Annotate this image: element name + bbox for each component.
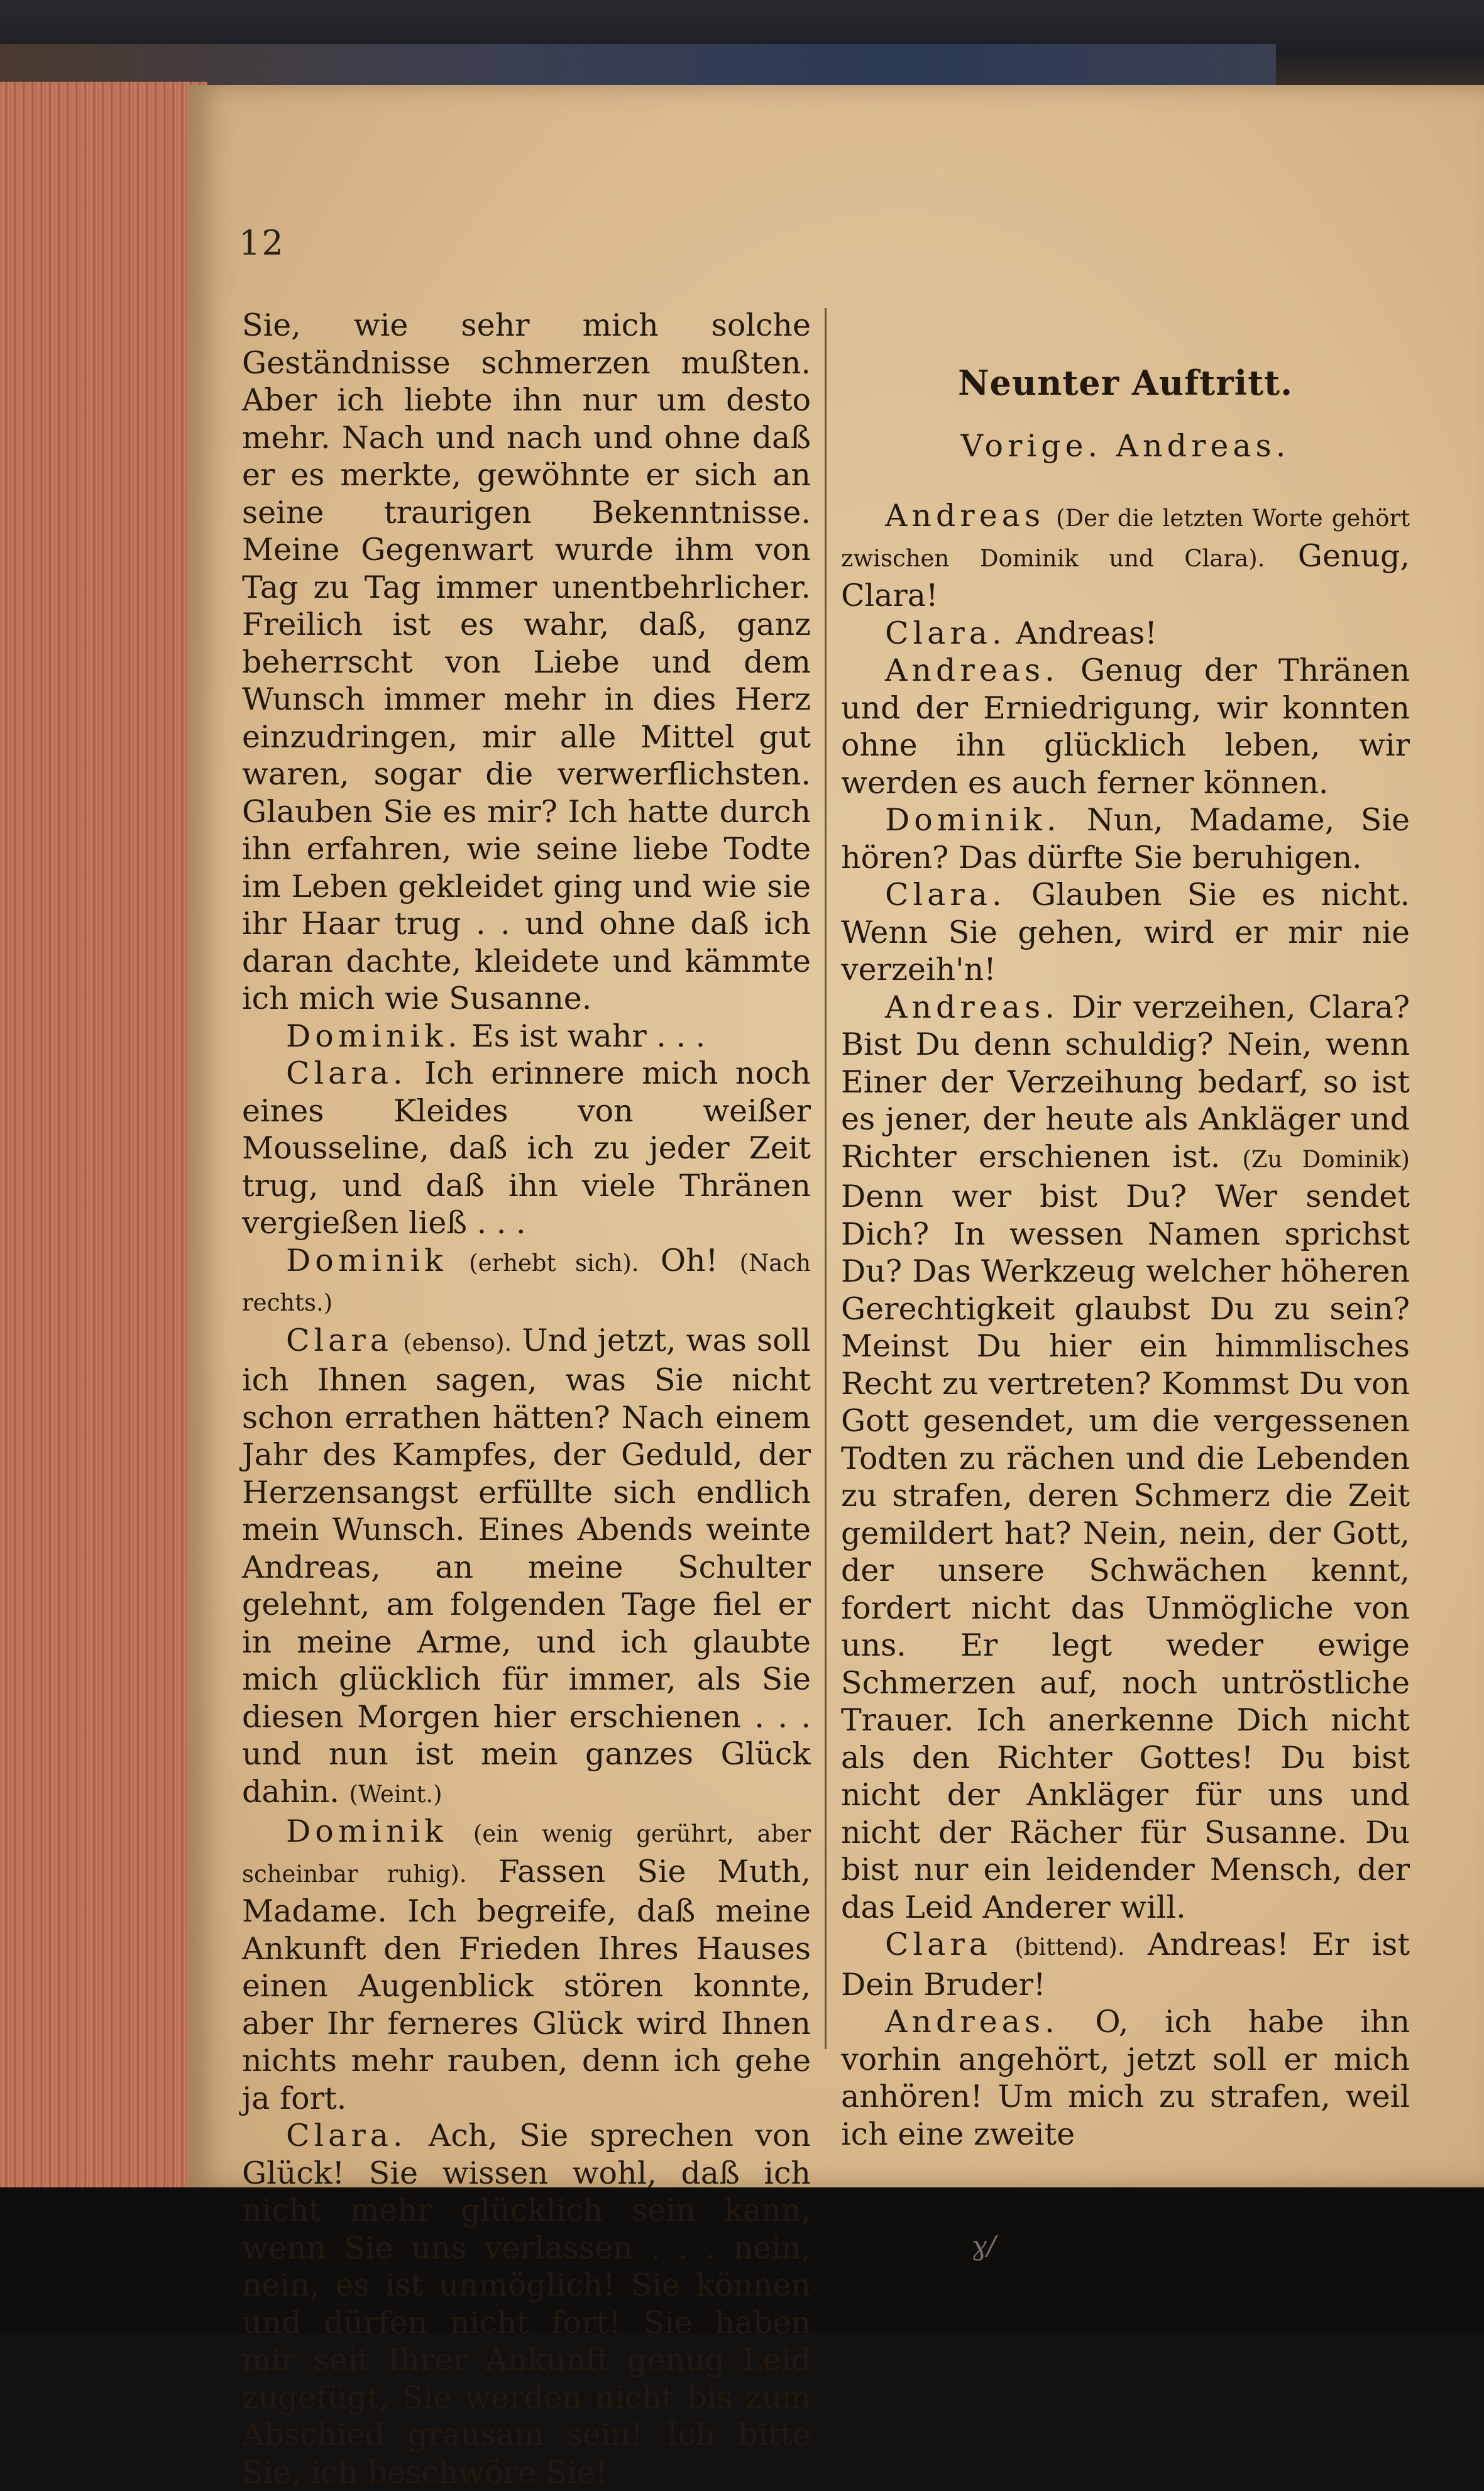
- dialogue-line: [242, 2117, 811, 2491]
- dialogue-text: Nun, Madame, Sie hören? Das dürfte Sie beruhigen.: [841, 802, 1410, 876]
- dialogue-line: [841, 1926, 1410, 2003]
- dialogue-line: [242, 1813, 811, 2117]
- dialogue-text: Es ist wahr . . .: [471, 1018, 706, 1054]
- speaker-name: Clara.: [885, 877, 1006, 913]
- stage-direction: (Weint.): [349, 1780, 442, 1808]
- dialogue-line: [242, 1055, 811, 1242]
- dialogue-text: Ich erinnere mich noch eines Kleides von weißer Mousseline, daß ich zu jeder Zeit trug, und daß ihn viele Thränen vergießen ließ . . .: [242, 1055, 811, 1241]
- dialogue-line: [242, 1322, 811, 1813]
- dialogue-line: [841, 615, 1410, 652]
- dialogue-line: [841, 2003, 1410, 2153]
- dialogue-text: Andreas!: [1016, 615, 1157, 651]
- paragraph: [242, 307, 811, 1018]
- speaker-name: Clara.: [286, 2118, 407, 2153]
- stage-direction: (ebenso).: [403, 1329, 512, 1356]
- dialogue-text: Und jetzt, was soll ich Ihnen sagen, was Sie nicht schon errathen hätten? Nach einem Jahr des Kampfes, der Geduld, der Herzensangst erfüllte sich endlich mein Wunsch. Eines Abends weinte Andreas, an meine Schulter gelehnt, am folgenden Tage fiel er in meine Arme, und ich glaubte mich glücklich für immer, als Sie diesen Morgen hier erschienen . . . und nun ist mein ganzes Glück dahin.: [242, 1322, 811, 1810]
- dialogue-text: Oh!: [660, 1242, 718, 1278]
- page-edges: [0, 82, 207, 2191]
- dialogue-text: Denn wer bist Du? Wer sendet Dich? In wessen Namen sprichst Du? Das Werkzeug welcher höheren Gerechtigkeit glaubst Du zu sein? Meinst Du hier ein himmlisches Recht zu vertreten? Kommst Du von Gott gesendet, um die vergessenen Todten zu rächen und die Lebenden zu strafen, deren Schmerz die Zeit gemildert hat? Nein, nein, der Gott, der unsere Schwächen kennt, fordert nicht das Unmögliche von uns. Er legt weder ewige Schmerzen auf, noch untröstliche Trauer. Ich anerkenne Dich nicht als den Richter Gottes! Du bist nicht der Ankläger für uns und nicht der Rächer für Susanne. Du bist nur ein leidender Mensch, der das Leid Anderer will.: [841, 1179, 1410, 1925]
- speaker-name: Dominik.: [885, 802, 1061, 838]
- dialogue-line: [242, 1242, 811, 1322]
- speaker-name: Clara.: [885, 615, 1006, 651]
- stage-direction: (Der die letzten Worte gehört zwischen Dominik und Clara).: [841, 505, 1410, 572]
- dialogue-line: [841, 497, 1410, 615]
- speaker-name: Clara: [286, 1322, 393, 1358]
- dialogue-line: [841, 801, 1410, 876]
- speaker-name: Dominik: [286, 1242, 448, 1278]
- stage-direction: (Zu Dominik): [1242, 1145, 1410, 1173]
- speaker-name: Andreas: [885, 498, 1045, 534]
- speaker-name: Clara: [885, 1927, 992, 1962]
- text-column-right: [841, 307, 1410, 2153]
- dialogue-text: Ach, Sie sprechen von Glück! Sie wissen wohl, daß ich nicht mehr glücklich sein kann, wenn Sie uns verlassen . . . nein, nein, es ist unmöglich! Sie können und dürfen nicht fort! Sie haben mir seit Ihrer Ankunft genug Leid zugefügt, Sie werden nicht bis zum Abschied grausam sein! Ich bitte Sie, ich beschwöre Sie!: [242, 2118, 811, 2490]
- dialogue-line: [841, 989, 1410, 1927]
- dialogue-text: Andreas! Er ist Dein Bruder!: [841, 1927, 1410, 2003]
- speaker-name: Andreas.: [885, 2004, 1059, 2040]
- pen-mark: ɣ/: [971, 2230, 996, 2261]
- speaker-name: Dominik.: [286, 1018, 462, 1054]
- stage-direction: (Nach rechts.): [242, 1249, 811, 1316]
- page-number: 12: [239, 223, 285, 263]
- dialogue-text: Glauben Sie es nicht. Wenn Sie gehen, wird er mir nie verzeih'n!: [841, 877, 1410, 987]
- speaker-name: Andreas.: [885, 652, 1059, 688]
- dialogue-text: Genug, Clara!: [841, 537, 1410, 613]
- paragraph-text: Sie, wie sehr mich solche Geständnisse schmerzen mußten. Aber ich liebte ihn nur um desto mehr. Nach und nach und ohne daß er es merkte, gewöhnte er sich an seine traurigen Bekenntnisse. Meine Gegenwart wurde ihm von Tag zu Tag immer unentbehrlicher. Freilich ist es wahr, daß, ganz beherrscht von Liebe und dem Wunsch immer mehr in dies Herz einzudringen, mir alle Mittel gut waren, sogar die verwerflichsten. Glauben Sie es mir? Ich hatte durch ihn erfahren, wie seine liebe Todte im Leben gekleidet ging und wie sie ihr Haar trug . . und ohne daß ich daran dachte, kleidete und kämmte ich mich wie Susanne.: [242, 307, 811, 1016]
- dialogue-text: Fassen Sie Muth, Madame. Ich begreife, daß meine Ankunft den Frieden Ihres Hauses einen Augenblick stören konnte, aber Ihr ferneres Glück wird Ihnen nichts mehr rauben, denn ich gehe ja fort.: [242, 1853, 811, 2116]
- scene-characters: Vorige. Andreas.: [960, 427, 1290, 464]
- scene-heading: Neunter Auftritt.: [958, 363, 1293, 403]
- speaker-name: Clara.: [286, 1055, 407, 1091]
- stage-direction: (erhebt sich).: [469, 1249, 639, 1277]
- text-column-left: [242, 307, 811, 2491]
- speaker-name: Dominik: [286, 1813, 448, 1849]
- stage-direction: (ein wenig gerührt, aber scheinbar ruhig).: [242, 1820, 811, 1888]
- dialogue-line: [841, 876, 1410, 989]
- stage-direction: (bittend).: [1014, 1933, 1125, 1960]
- dialogue-line: [242, 1018, 811, 1055]
- column-divider: [825, 308, 827, 2049]
- dialogue-text: O, ich habe ihn vorhin angehört, jetzt soll er mich anhören! Um mich zu strafen, weil ich eine zweite: [841, 2004, 1410, 2152]
- speaker-name: Andreas.: [885, 989, 1059, 1025]
- dialogue-text: Dir verzeihen, Clara? Bist Du denn schuldig? Nein, wenn Einer der Verzeihung bedarf, so ist es jener, der heute als Ankläger und Richter erschienen ist.: [841, 989, 1410, 1175]
- dialogue-text: Genug der Thränen und der Erniedrigung, wir konnten ohne ihn glücklich leben, wir werden es auch ferner können.: [841, 652, 1410, 801]
- dialogue-line: [841, 652, 1410, 801]
